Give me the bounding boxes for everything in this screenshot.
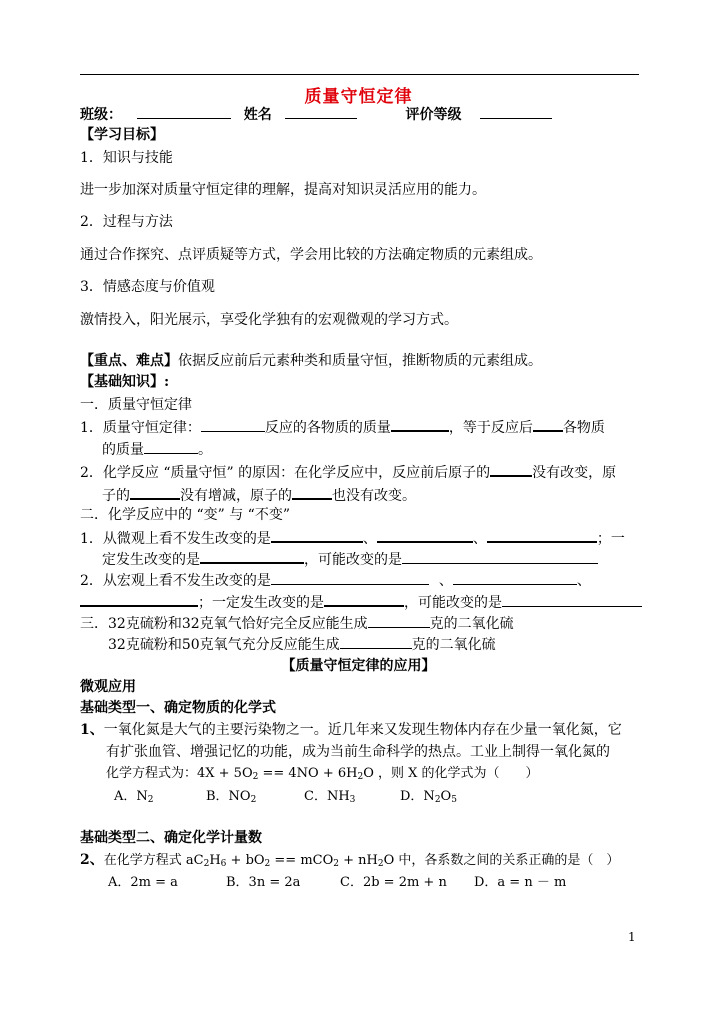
p1-option-c-sub: 3: [349, 795, 356, 805]
problem-2-number: 2、: [80, 852, 104, 868]
p2-option-b[interactable]: B．3n = 2a: [226, 875, 301, 890]
q3-blank-2: [377, 527, 473, 543]
type-two-heading: 基础类型二、确定化学计量数: [80, 830, 262, 846]
q3-text-b: ；一: [596, 531, 625, 547]
q1-text-d: 各物质: [562, 420, 605, 436]
q4-sep-1: 、: [438, 573, 453, 589]
q4-blank-5: [502, 592, 642, 607]
q6-blank: [340, 634, 412, 649]
problem-1-line-3: [106, 764, 539, 784]
basics-heading: 【基础知识】:: [80, 374, 170, 390]
p1-option-d[interactable]: [400, 787, 457, 807]
p2-a: 在化学方程式 aC: [103, 853, 204, 868]
q2-blank-1: [490, 461, 532, 477]
q4-text-b: ；一定发生改变的是: [198, 595, 324, 611]
q3-text-a: 1．从微观上看不发生改变的是: [80, 531, 271, 547]
p2-j: 2: [377, 859, 384, 869]
p1-option-a-text: A．N: [114, 789, 148, 804]
question-5: [80, 613, 514, 634]
problem-1-line-1: [80, 720, 622, 740]
q3-text-d: ，可能改变的是: [304, 552, 402, 568]
q3-sep-1: 、: [362, 531, 377, 547]
class-blank: [137, 104, 231, 119]
p2-b: 2: [203, 859, 210, 869]
question-3-line-2: [102, 548, 598, 570]
p1-option-b[interactable]: [206, 787, 304, 807]
q3-blank-3: [487, 527, 597, 543]
q6-text-a: 32克硫粉和50克氧气充分反应能生成: [108, 637, 340, 653]
grade-label: 评价等级: [405, 107, 462, 123]
p1-option-d-text: D．N: [400, 789, 435, 804]
application-heading: 【质量守恒定律的应用】: [281, 658, 436, 674]
q2-text-b: 没有改变，原: [532, 465, 617, 481]
q1-blank-4: [144, 439, 198, 454]
question-2-line-1: [80, 461, 616, 483]
p2-h: 2: [333, 859, 339, 869]
key-points-text: 依据反应前后元素种类和质量守恒，推断物质的元素组成。: [178, 353, 542, 369]
name-blank: [285, 104, 357, 119]
page-title: 质量守恒定律: [304, 87, 413, 107]
question-4-line-2: [80, 591, 642, 613]
q1-text-a: 1．质量守恒定律：: [80, 420, 201, 436]
objectives-heading: 【学习目标】: [80, 127, 164, 143]
q1-text-f: 。: [198, 442, 212, 458]
p2-option-d[interactable]: D．a = n － m: [474, 875, 567, 890]
q4-blank-2: [453, 570, 577, 585]
problem-2-options: [108, 873, 566, 893]
section-two-heading: 二．化学反应中的 “变” 与 “不变”: [80, 507, 290, 523]
p2-f: 2: [264, 859, 271, 869]
q4-blank-4: [324, 591, 404, 607]
objective-label-3: 3．情感态度与价值观: [80, 279, 215, 295]
question-1-line-1: [80, 416, 605, 438]
objective-text-2: 通过合作探究、点评质疑等方式，学会用比较的方法确定物质的元素组成。: [80, 247, 542, 263]
q2-blank-3: [292, 484, 332, 500]
q2-text-a: 2．化学反应 “质量守恒” 的原因：在化学反应中，反应前后原子的: [80, 465, 491, 481]
p2-d: 6: [220, 859, 227, 869]
class-label: 班级：: [80, 107, 122, 123]
p1-option-b-sub: 2: [250, 795, 257, 805]
problem-1-text-1: 一氧化氮是大气的主要污染物之一。近几年来又发现生物体内存在少量一氧化氮，它: [103, 722, 622, 738]
q3-blank-5: [402, 549, 598, 564]
q2-blank-2: [130, 484, 180, 500]
p1-eq-e: O ，则 X 的化学式为（ ）: [363, 766, 539, 781]
p2-i: + nH: [339, 853, 378, 868]
key-points-label: 【重点、难点】: [80, 353, 178, 369]
type-one-heading: 基础类型一、确定物质的化学式: [80, 700, 276, 716]
header-row: [80, 104, 552, 125]
p2-e: + bO: [226, 853, 265, 868]
q3-blank-4: [200, 548, 304, 564]
p1-option-d-text-2: O: [440, 789, 452, 804]
q1-text-b: 反应的各物质的质量: [264, 420, 391, 436]
p1-eq-a: 化学方程式为：4X + 5O: [106, 766, 253, 781]
section-one-heading: 一．质量守恒定律: [80, 397, 192, 413]
q4-text-a: 2．从宏观上看不发生改变的是: [80, 573, 271, 589]
p1-option-c[interactable]: [304, 787, 400, 807]
q3-blank-1: [271, 527, 363, 543]
q1-blank-2: [391, 416, 449, 432]
p1-option-a-sub: 2: [147, 795, 154, 805]
q3-text-c: 定发生改变的是: [102, 552, 200, 568]
q3-sep-2: 、: [472, 531, 487, 547]
key-points: [80, 351, 542, 371]
q5-text-a: 三．32克硫粉和32克氧气恰好完全反应能生成: [80, 616, 368, 632]
q5-blank: [368, 613, 430, 628]
q4-sep-2: 、: [576, 573, 591, 589]
question-3-line-1: [80, 527, 625, 549]
objective-text-1: 进一步加深对质量守恒定律的理解，提高对知识灵活应用的能力。: [80, 182, 486, 198]
q1-text-c: ，等于反应后: [448, 420, 533, 436]
objective-text-3: 激情投入，阳光展示，享受化学独有的宏观微观的学习方式。: [80, 312, 458, 328]
q1-blank-3: [533, 416, 563, 432]
p1-option-b-text: B．NO: [206, 789, 251, 804]
q2-text-d: 没有增减，原子的: [180, 488, 292, 504]
question-6: [108, 634, 496, 655]
q6-text-b: 克的二氧化硫: [411, 637, 496, 653]
p2-option-c[interactable]: C．2b = 2m + n: [340, 875, 447, 890]
q4-text-c: ，可能改变的是: [404, 595, 502, 611]
q4-blank-1: [271, 570, 429, 585]
p2-g: == mCO: [270, 853, 334, 868]
top-rule: [80, 74, 639, 75]
p2-k: O 中，各系数之间的关系正确的是（ ）: [383, 853, 620, 868]
p1-eq-sub-2: 2: [357, 772, 364, 782]
p1-option-a[interactable]: [114, 787, 206, 807]
q4-blank-3: [80, 591, 198, 607]
problem-2-stem: [80, 850, 619, 871]
question-4-line-1: [80, 570, 591, 591]
objective-label-1: 1．知识与技能: [80, 150, 173, 166]
q1-text-e: 的质量: [102, 442, 144, 458]
objective-label-2: 2．过程与方法: [80, 214, 173, 230]
p1-option-d-sub: 2: [434, 795, 441, 805]
problem-1-number: 1、: [80, 722, 104, 738]
name-label: 姓名: [243, 107, 272, 123]
question-2-line-2: [102, 484, 416, 506]
grade-blank: [480, 104, 552, 119]
q2-text-c: 子的: [102, 488, 130, 504]
problem-1-line-2: 有扩张血管、增强记忆的功能，成为当前生命科学的热点。工业上制得一氧化氮的: [106, 744, 610, 760]
q1-blank-1: [201, 417, 265, 432]
p2-option-a[interactable]: A．2m = a: [108, 875, 178, 890]
p1-option-d-sub-2: 5: [451, 795, 457, 805]
micro-application-heading: 微观应用: [80, 679, 136, 695]
q5-text-b: 克的二氧化硫: [429, 616, 514, 632]
q2-text-e: 也没有改变。: [332, 488, 416, 504]
page-number: 1: [628, 930, 636, 944]
p1-eq-sub-1: 2: [252, 772, 259, 782]
problem-1-options: [114, 787, 457, 807]
question-1-line-2: [102, 439, 212, 460]
p1-eq-c: == 4NO + 6H: [258, 766, 358, 781]
p1-option-c-text: C．NH: [304, 789, 350, 804]
p2-c: H: [209, 853, 221, 868]
